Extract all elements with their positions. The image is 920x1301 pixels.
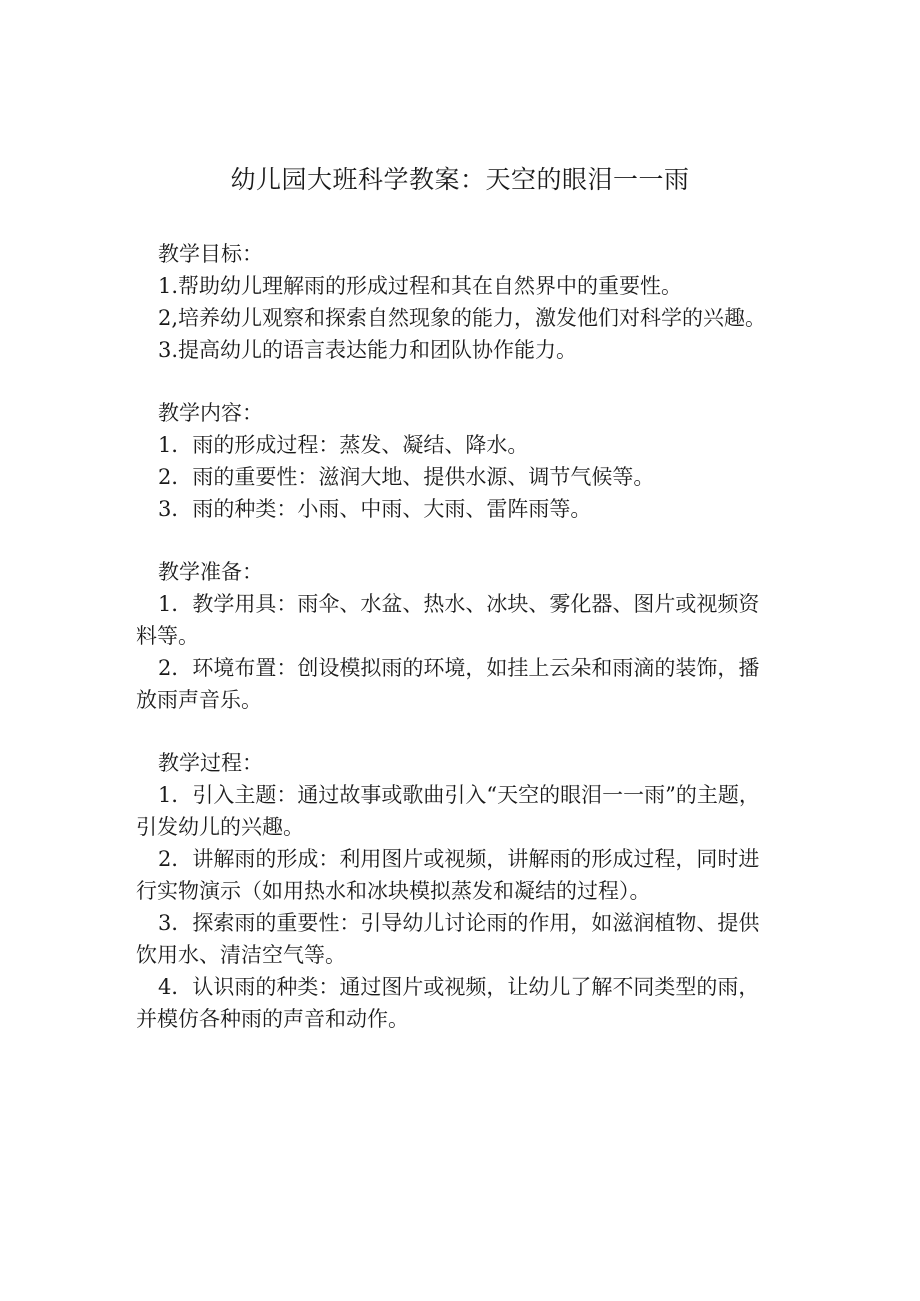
list-item: 1.帮助幼儿理解雨的形成过程和其在自然界中的重要性。 [158, 274, 683, 298]
section-heading: 教学过程： [158, 751, 263, 775]
section-content [136, 397, 776, 525]
section-heading: 教学内容： [158, 401, 263, 425]
list-item: 2．雨的重要性：滋润大地、提供水源、调节气候等。 [158, 465, 655, 489]
section-process [136, 747, 776, 1035]
list-item: 3．探索雨的重要性：引导幼儿讨论雨的作用，如滋润植物、提供饮用水、清洁空气等。 [136, 911, 760, 967]
section-heading: 教学目标： [158, 242, 263, 266]
list-item: 2．环境布置：创设模拟雨的环境，如挂上云朵和雨滴的装饰，播放雨声音乐。 [136, 656, 760, 712]
list-item: 1．雨的形成过程：蒸发、凝结、降水。 [158, 433, 529, 457]
list-item: 2．讲解雨的形成：利用图片或视频，讲解雨的形成过程，同时进行实物演示（如用热水和冰块模拟蒸发和凝结的过程）。 [136, 847, 760, 903]
document-body [136, 238, 776, 1066]
section-objectives [136, 238, 776, 366]
list-item: 1．引入主题：通过故事或歌曲引入“天空的眼泪一一雨”的主题，引发幼儿的兴趣。 [136, 783, 760, 839]
document-title: 幼儿园大班科学教案：天空的眼泪一一雨 [230, 165, 690, 194]
list-item: 3.提高幼儿的语言表达能力和团队协作能力。 [158, 338, 578, 362]
list-item: 2,培养幼儿观察和探索自然现象的能力，激发他们对科学的兴趣。 [158, 306, 767, 330]
section-heading: 教学准备： [158, 560, 263, 584]
list-item: 4．认识雨的种类：通过图片或视频，让幼儿了解不同类型的雨，并模仿各种雨的声音和动作。 [136, 975, 760, 1031]
list-item: 3．雨的种类：小雨、中雨、大雨、雷阵雨等。 [158, 497, 592, 521]
section-preparation [136, 556, 776, 716]
list-item: 1．教学用具：雨伞、水盆、热水、冰块、雾化器、图片或视频资料等。 [136, 592, 760, 648]
